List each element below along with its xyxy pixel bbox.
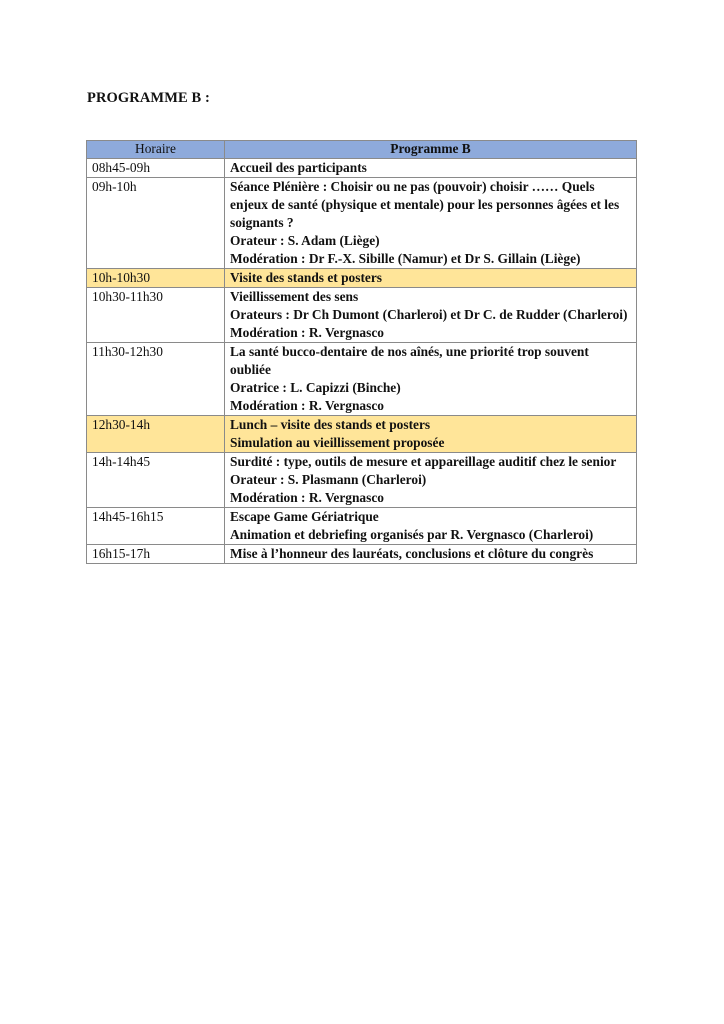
table-row xyxy=(87,343,637,416)
program-line: La santé bucco-dentaire de nos aînés, une priorité trop souvent oubliée xyxy=(230,344,589,377)
program-line xyxy=(230,178,631,232)
program-cell xyxy=(225,288,637,343)
program-cell xyxy=(225,416,637,453)
header-horaire: Horaire xyxy=(87,141,225,159)
program-line: Accueil des participants xyxy=(230,160,367,175)
page-title: PROGRAMME B : xyxy=(87,90,210,106)
time-cell: 09h-10h xyxy=(87,178,225,269)
time-cell: 14h-14h45 xyxy=(87,453,225,508)
table-row xyxy=(87,288,637,343)
table-row xyxy=(87,178,637,269)
program-cell xyxy=(225,178,637,269)
program-cell xyxy=(225,453,637,508)
table-row-highlighted xyxy=(87,269,637,288)
program-line: Orateur : S. Plasmann (Charleroi) xyxy=(230,472,427,487)
table-header-row xyxy=(87,141,637,159)
program-line: Modération : R. Vergnasco xyxy=(230,398,384,413)
program-line: Escape Game Gériatrique xyxy=(230,509,379,524)
program-line: Orateurs : Dr Ch Dumont (Charleroi) et Dr C. de Rudder (Charleroi) xyxy=(230,307,628,322)
program-cell xyxy=(225,508,637,545)
program-line: Modération : R. Vergnasco xyxy=(230,490,384,505)
program-cell xyxy=(225,343,637,416)
session-type: Séance Plénière xyxy=(230,179,320,194)
program-line: Modération : Dr F.-X. Sibille (Namur) et Dr S. Gillain (Liège) xyxy=(230,251,581,266)
time-cell: 10h30-11h30 xyxy=(87,288,225,343)
table-row xyxy=(87,453,637,508)
program-line: Vieillissement des sens xyxy=(230,289,359,304)
program-cell xyxy=(225,159,637,178)
program-line: Oratrice : L. Capizzi (Binche) xyxy=(230,380,401,395)
time-cell: 12h30-14h xyxy=(87,416,225,453)
program-line: Animation et debriefing organisés par R. Vergnasco (Charleroi) xyxy=(230,527,594,542)
table-row-highlighted xyxy=(87,416,637,453)
program-line: Orateur : S. Adam (Liège) xyxy=(230,233,380,248)
table-row xyxy=(87,545,637,564)
table-row xyxy=(87,159,637,178)
program-line: Mise à l’honneur des lauréats, conclusions et clôture du congrès xyxy=(230,546,594,561)
time-cell: 14h45-16h15 xyxy=(87,508,225,545)
programme-table xyxy=(86,140,637,564)
program-line: Surdité : type, outils de mesure et appareillage auditif chez le senior xyxy=(230,454,617,469)
program-line: Simulation au vieillissement proposée xyxy=(230,435,445,450)
time-cell: 08h45-09h xyxy=(87,159,225,178)
session-title: : Choisir ou ne pas (pouvoir) choisir …… Quels enjeux de santé (physique et mentale) pour les personnes âgées et les soignants ? xyxy=(230,179,620,230)
program-line: Visite des stands et posters xyxy=(230,270,383,285)
header-programme: Programme B xyxy=(225,141,637,159)
time-cell: 10h-10h30 xyxy=(87,269,225,288)
program-cell xyxy=(225,545,637,564)
program-line: Modération : R. Vergnasco xyxy=(230,325,384,340)
time-cell: 16h15-17h xyxy=(87,545,225,564)
program-line: Lunch – visite des stands et posters xyxy=(230,417,431,432)
time-cell: 11h30-12h30 xyxy=(87,343,225,416)
table-row xyxy=(87,508,637,545)
program-cell xyxy=(225,269,637,288)
